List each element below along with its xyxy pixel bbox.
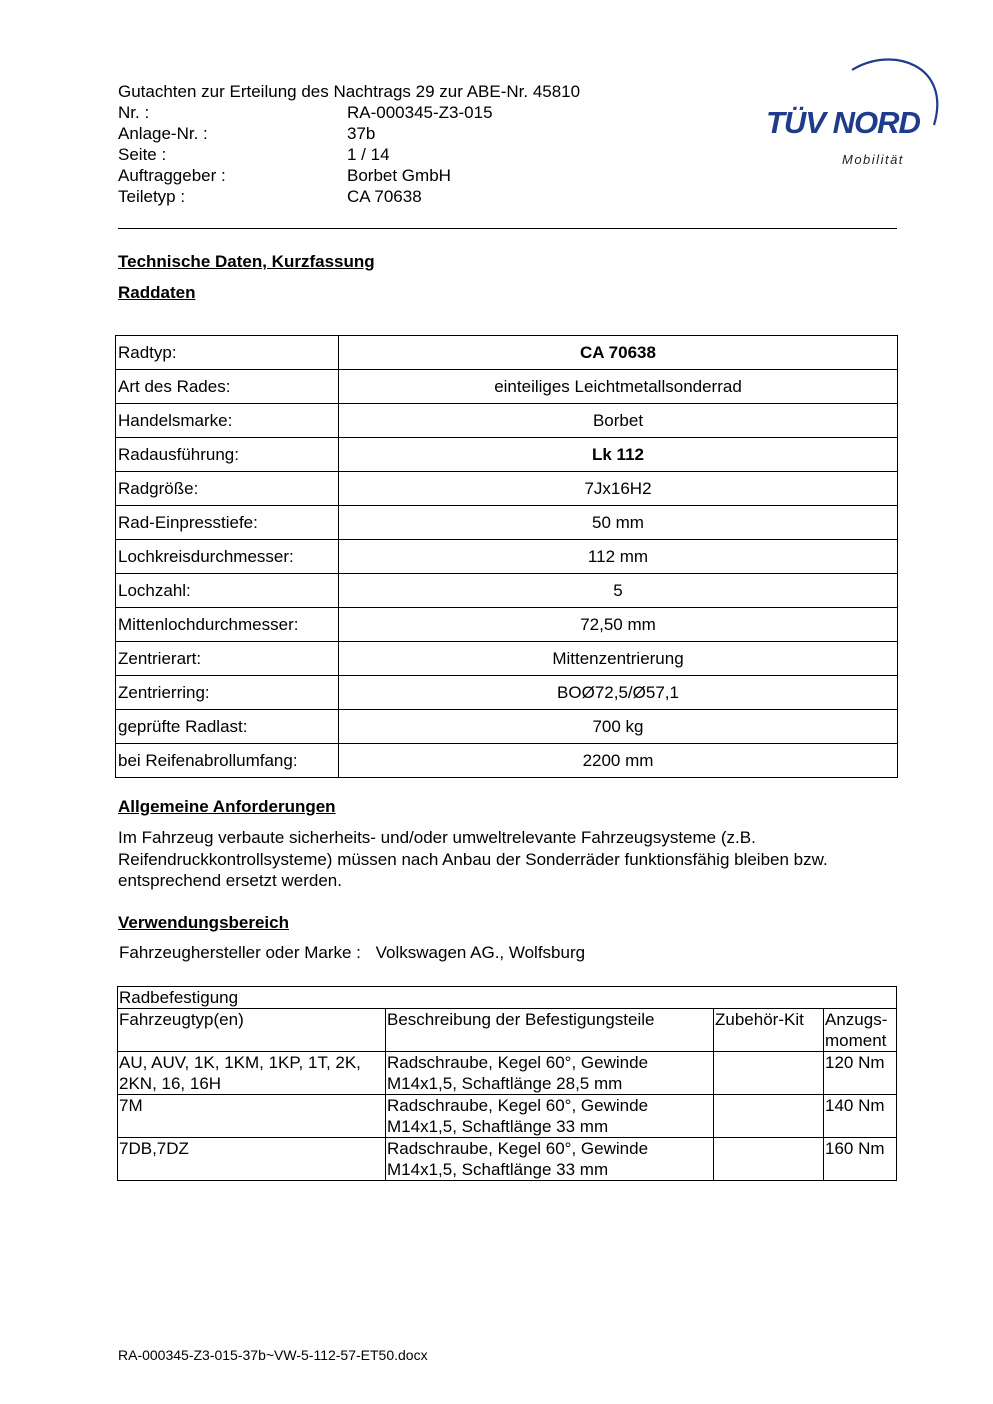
fixing-cell-desc: Radschraube, Kegel 60°, Gewinde M14x1,5, Schaftlänge 28,5 mm	[386, 1052, 714, 1095]
wheel-row-label: bei Reifenabrollumfang:	[116, 744, 339, 778]
wheel-row-value: 700 kg	[339, 710, 898, 744]
fixing-cell-types: AU, AUV, 1K, 1KM, 1KP, 1T, 2K, 2KN, 16, 16H	[118, 1052, 386, 1095]
wheel-data-table	[115, 335, 898, 778]
wheel-row-value: 50 mm	[339, 506, 898, 540]
document-title: Gutachten zur Erteilung des Nachtrags 29 zur ABE-Nr. 45810	[118, 82, 581, 101]
wheel-row	[116, 676, 898, 710]
allgemein-paragraph: Im Fahrzeug verbaute sicherheits- und/oder umweltrelevante Fahrzeugsysteme (z.B. Reifendruckkontrollsysteme) müssen nach Anbau der Sonderräder funktionsfähig bleiben bzw. entsprechend ersetzt werden.	[118, 828, 828, 890]
hersteller-label: Fahrzeughersteller oder Marke :	[119, 943, 361, 962]
fixing-header-types: Fahrzeugtyp(en)	[118, 1009, 386, 1052]
hersteller-value: Volkswagen AG., Wolfsburg	[375, 943, 586, 962]
header-label: Auftraggeber :	[118, 166, 226, 185]
wheel-row-label: Mittenlochdurchmesser:	[116, 608, 339, 642]
wheel-row	[116, 608, 898, 642]
wheel-row	[116, 336, 898, 370]
header-label: Seite :	[118, 145, 167, 164]
wheel-row-value: Lk 112	[339, 438, 898, 472]
section-heading-verwendung: Verwendungsbereich	[118, 913, 289, 932]
wheel-row	[116, 540, 898, 574]
fixing-cell-torque: 160 Nm	[824, 1138, 897, 1181]
logo-mark: TÜV NORD	[766, 105, 920, 140]
fixing-header-kit: Zubehör-Kit	[714, 1009, 824, 1052]
wheel-row-value: Mittenzentrierung	[339, 642, 898, 676]
header-row	[118, 165, 451, 186]
section-heading-tech: Technische Daten, Kurzfassung	[118, 252, 375, 271]
header-row	[118, 144, 390, 165]
fixing-row	[118, 1138, 897, 1181]
header-row	[118, 123, 376, 144]
wheel-row-value: 112 mm	[339, 540, 898, 574]
wheel-row-value: 72,50 mm	[339, 608, 898, 642]
wheel-row	[116, 744, 898, 778]
fixing-cell-desc: Radschraube, Kegel 60°, Gewinde M14x1,5, Schaftlänge 33 mm	[386, 1138, 714, 1181]
wheel-row-label: Radausführung:	[116, 438, 339, 472]
radbefestigung-table	[117, 986, 897, 1181]
fixing-cell-kit	[714, 1138, 824, 1181]
wheel-row	[116, 574, 898, 608]
wheel-row	[116, 710, 898, 744]
fixing-row	[118, 1052, 897, 1095]
wheel-row-label: geprüfte Radlast:	[116, 710, 339, 744]
header-label: Anlage-Nr. :	[118, 124, 208, 143]
header-value: Borbet GmbH	[347, 166, 451, 185]
header-row	[118, 186, 422, 207]
hersteller-line	[119, 943, 585, 963]
fixing-title-row	[118, 987, 897, 1009]
tuev-nord-logo	[762, 55, 942, 175]
wheel-row-label: Rad-Einpresstiefe:	[116, 506, 339, 540]
wheel-row	[116, 404, 898, 438]
fixing-header-desc: Beschreibung der Befestigungsteile	[386, 1009, 714, 1052]
wheel-row-label: Lochzahl:	[116, 574, 339, 608]
section-heading-raddaten: Raddaten	[118, 283, 196, 302]
wheel-row	[116, 642, 898, 676]
wheel-row	[116, 370, 898, 404]
wheel-row	[116, 472, 898, 506]
fixing-header-row	[118, 1009, 897, 1052]
wheel-row-value: CA 70638	[339, 336, 898, 370]
footer-filename: RA-000345-Z3-015-37b~VW-5-112-57-ET50.docx	[118, 1347, 428, 1363]
fixing-cell-torque: 120 Nm	[824, 1052, 897, 1095]
header-label: Teiletyp :	[118, 187, 186, 206]
header-divider	[118, 228, 897, 229]
wheel-row-value: 7Jx16H2	[339, 472, 898, 506]
section-heading-allgemein: Allgemeine Anforderungen	[118, 797, 336, 816]
wheel-row-label: Art des Rades:	[116, 370, 339, 404]
wheel-row-label: Radtyp:	[116, 336, 339, 370]
fixing-cell-torque: 140 Nm	[824, 1095, 897, 1138]
fixing-header-torque	[824, 1009, 897, 1052]
wheel-row-label: Handelsmarke:	[116, 404, 339, 438]
fixing-header-torque-text: Anzugs-moment	[825, 1010, 888, 1050]
header-value: 37b	[347, 124, 376, 143]
wheel-row-label: Radgröße:	[116, 472, 339, 506]
wheel-row-label: Zentrierart:	[116, 642, 339, 676]
fixing-title: Radbefestigung	[118, 987, 897, 1009]
fixing-row	[118, 1095, 897, 1138]
header-row	[118, 102, 493, 123]
header-value: 1 / 14	[347, 145, 390, 164]
wheel-row-value: 2200 mm	[339, 744, 898, 778]
fixing-cell-types: 7M	[118, 1095, 386, 1138]
fixing-cell-desc: Radschraube, Kegel 60°, Gewinde M14x1,5, Schaftlänge 33 mm	[386, 1095, 714, 1138]
fixing-cell-kit	[714, 1095, 824, 1138]
wheel-row-value: BOØ72,5/Ø57,1	[339, 676, 898, 710]
wheel-row-value: einteiliges Leichtmetallsonderrad	[339, 370, 898, 404]
wheel-row-label: Lochkreisdurchmesser:	[116, 540, 339, 574]
wheel-row	[116, 506, 898, 540]
wheel-row-value: 5	[339, 574, 898, 608]
logo-subtitle: Mobilität	[842, 152, 904, 167]
wheel-row-label: Zentrierring:	[116, 676, 339, 710]
fixing-cell-types: 7DB,7DZ	[118, 1138, 386, 1181]
fixing-cell-kit	[714, 1052, 824, 1095]
header-value: RA-000345-Z3-015	[347, 103, 493, 122]
header-value: CA 70638	[347, 187, 422, 206]
wheel-row	[116, 438, 898, 472]
header-label: Nr. :	[118, 103, 150, 122]
wheel-row-value: Borbet	[339, 404, 898, 438]
